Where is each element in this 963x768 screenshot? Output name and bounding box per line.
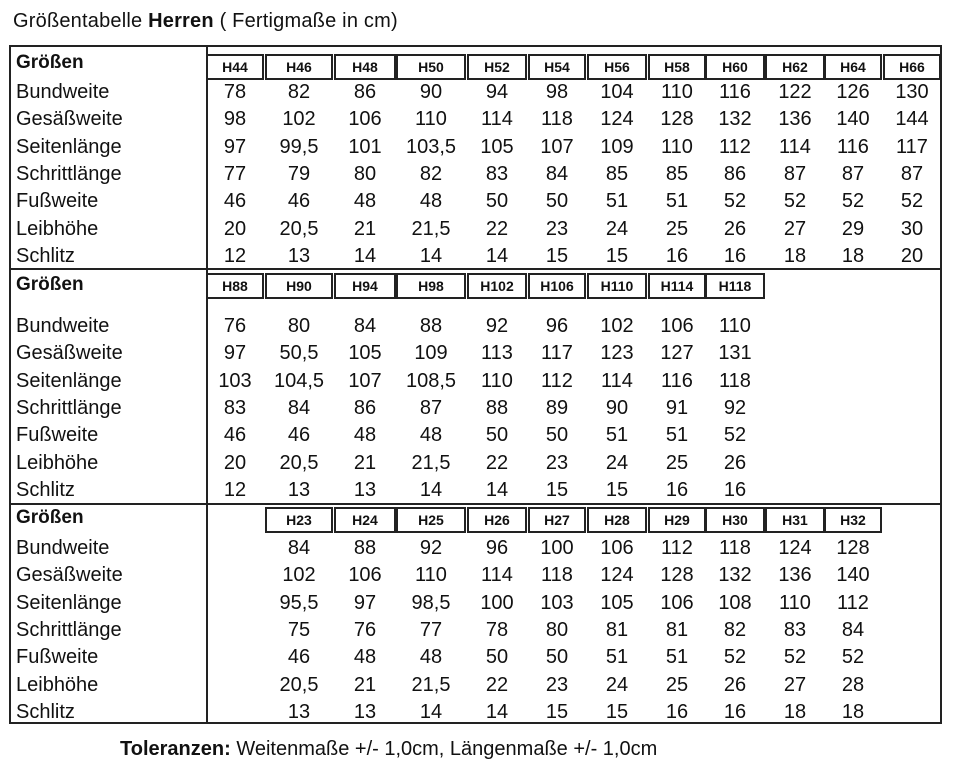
measurement-cell: 25 <box>665 217 689 240</box>
tolerance-note <box>120 738 657 761</box>
size-header-cell: H48 <box>334 54 396 80</box>
size-header-cell: H50 <box>396 54 466 80</box>
measurement-cell: 20,5 <box>279 451 319 474</box>
measurement-cell: 88 <box>353 537 377 559</box>
measurement-cell: 104,5 <box>273 369 325 392</box>
measurement-cell: 110 <box>719 315 751 337</box>
measurement-cell: 23 <box>545 217 569 240</box>
measurement-cell: 110 <box>481 369 513 392</box>
size-header-cell: H44 <box>206 54 264 80</box>
measurement-cell: 16 <box>723 244 747 267</box>
measurement-cell: 108 <box>718 591 752 614</box>
row-label: Gesäßweite <box>16 342 123 365</box>
measurement-cell: 15 <box>545 244 569 267</box>
measurement-cell: 18 <box>783 700 807 723</box>
measurement-cell: 96 <box>545 315 569 337</box>
measurement-cell: 50 <box>545 190 569 213</box>
measurement-cell: 116 <box>837 135 869 158</box>
row-label: Fußweite <box>16 424 99 447</box>
measurement-cell: 52 <box>783 190 807 213</box>
measurement-cell: 24 <box>605 451 629 474</box>
measurement-cell: 84 <box>353 315 377 337</box>
measurement-cell: 90 <box>419 81 443 103</box>
row-label: Seitenlänge <box>16 591 122 614</box>
measurement-cell: 20 <box>223 451 247 474</box>
measurement-cell: 16 <box>723 700 747 723</box>
measurement-cell: 110 <box>415 108 447 131</box>
measurement-cell: 102 <box>282 564 316 587</box>
measurement-cell: 15 <box>545 478 569 501</box>
measurement-cell: 48 <box>353 646 377 669</box>
size-header-cell: H64 <box>824 54 882 80</box>
measurement-cell: 104 <box>600 81 634 103</box>
measurement-cell: 132 <box>718 108 752 131</box>
measurement-cell: 13 <box>287 700 311 723</box>
measurement-cell: 21 <box>353 217 377 240</box>
measurement-cell: 87 <box>900 162 924 185</box>
measurement-cell: 118 <box>719 369 751 392</box>
size-header-cell: H114 <box>648 273 706 299</box>
measurement-cell: 22 <box>485 451 509 474</box>
measurement-cell: 21,5 <box>411 451 451 474</box>
measurement-cell: 107 <box>348 369 382 392</box>
measurement-cell: 20,5 <box>279 217 319 240</box>
measurement-cell: 13 <box>287 478 311 501</box>
measurement-cell: 118 <box>541 564 573 587</box>
tolerance-label: Toleranzen: <box>120 738 231 760</box>
measurement-cell: 51 <box>605 190 629 213</box>
measurement-cell: 52 <box>841 190 865 213</box>
measurement-cell: 26 <box>723 217 747 240</box>
measurement-cell: 50 <box>545 646 569 669</box>
measurement-cell: 144 <box>895 108 929 131</box>
measurement-cell: 77 <box>419 618 443 641</box>
row-label: Fußweite <box>16 190 99 213</box>
measurement-cell: 110 <box>661 135 693 158</box>
measurement-cell: 86 <box>353 81 377 103</box>
row-label: Schrittlänge <box>16 162 122 185</box>
measurement-cell: 86 <box>723 162 747 185</box>
measurement-cell: 30 <box>900 217 924 240</box>
measurement-cell: 26 <box>723 673 747 696</box>
measurement-cell: 117 <box>541 342 573 365</box>
measurement-cell: 75 <box>287 618 311 641</box>
row-label: Gesäßweite <box>16 564 123 587</box>
measurement-cell: 20,5 <box>279 673 319 696</box>
measurement-cell: 88 <box>485 396 509 419</box>
measurement-cell: 85 <box>605 162 629 185</box>
measurement-cell: 112 <box>719 135 751 158</box>
measurement-cell: 124 <box>600 108 634 131</box>
measurement-cell: 46 <box>287 424 311 447</box>
measurement-cell: 15 <box>605 478 629 501</box>
measurement-cell: 112 <box>661 537 693 559</box>
measurement-cell: 52 <box>783 646 807 669</box>
measurement-cell: 46 <box>287 646 311 669</box>
measurement-cell: 123 <box>600 342 634 365</box>
measurement-cell: 127 <box>660 342 694 365</box>
size-header-cell: H98 <box>396 273 466 299</box>
size-header-cell: H110 <box>587 273 647 299</box>
measurement-cell: 14 <box>485 244 509 267</box>
measurement-cell: 22 <box>485 217 509 240</box>
measurement-cell: 77 <box>223 162 247 185</box>
size-header-cell: H30 <box>705 507 765 533</box>
measurement-cell: 84 <box>841 618 865 641</box>
measurement-cell: 23 <box>545 451 569 474</box>
measurement-cell: 80 <box>545 618 569 641</box>
measurement-cell: 12 <box>223 478 247 501</box>
measurement-cell: 13 <box>353 478 377 501</box>
measurement-cell: 114 <box>601 369 633 392</box>
size-header-cell: H106 <box>528 273 586 299</box>
measurement-cell: 92 <box>419 537 443 559</box>
measurement-cell: 25 <box>665 451 689 474</box>
measurement-cell: 86 <box>353 396 377 419</box>
row-label: Schrittlänge <box>16 618 122 641</box>
size-header-cell: H94 <box>334 273 396 299</box>
measurement-cell: 112 <box>837 591 869 614</box>
measurement-cell: 27 <box>783 673 807 696</box>
measurement-cell: 80 <box>353 162 377 185</box>
measurement-cell: 21,5 <box>411 217 451 240</box>
measurement-cell: 24 <box>605 217 629 240</box>
size-header-cell: H54 <box>528 54 586 80</box>
measurement-cell: 140 <box>836 564 870 587</box>
measurement-cell: 98 <box>545 81 569 103</box>
row-label: Leibhöhe <box>16 451 99 474</box>
measurement-cell: 101 <box>348 135 382 158</box>
size-header-cell: H62 <box>765 54 825 80</box>
measurement-cell: 23 <box>545 673 569 696</box>
size-header-cell: H26 <box>467 507 527 533</box>
size-header-cell: H31 <box>765 507 825 533</box>
measurement-cell: 97 <box>223 135 247 158</box>
measurement-cell: 46 <box>223 190 247 213</box>
measurement-cell: 114 <box>779 135 811 158</box>
measurement-cell: 109 <box>414 342 448 365</box>
measurement-cell: 107 <box>540 135 574 158</box>
section-divider <box>9 268 942 270</box>
size-header-cell: H29 <box>648 507 706 533</box>
measurement-cell: 102 <box>282 108 316 131</box>
measurement-cell: 78 <box>485 618 509 641</box>
measurement-cell: 52 <box>841 646 865 669</box>
size-header-cell: H52 <box>467 54 527 80</box>
size-header-cell: H25 <box>396 507 466 533</box>
measurement-cell: 117 <box>896 135 928 158</box>
title-prefix: Größentabelle <box>13 10 143 32</box>
measurement-cell: 18 <box>841 700 865 723</box>
measurement-cell: 15 <box>605 700 629 723</box>
measurement-cell: 126 <box>836 81 870 103</box>
sizes-header-label: Größen <box>16 507 84 528</box>
measurement-cell: 109 <box>600 135 634 158</box>
row-label: Bundweite <box>16 315 110 337</box>
measurement-cell: 128 <box>836 537 870 559</box>
measurement-cell: 50 <box>485 424 509 447</box>
measurement-cell: 21,5 <box>411 673 451 696</box>
measurement-cell: 136 <box>778 564 812 587</box>
measurement-cell: 51 <box>665 424 689 447</box>
measurement-cell: 90 <box>605 396 629 419</box>
measurement-cell: 52 <box>723 646 747 669</box>
measurement-cell: 82 <box>419 162 443 185</box>
measurement-cell: 140 <box>836 108 870 131</box>
measurement-cell: 97 <box>353 591 377 614</box>
measurement-cell: 28 <box>841 673 865 696</box>
measurement-cell: 112 <box>541 369 573 392</box>
measurement-cell: 48 <box>419 190 443 213</box>
measurement-cell: 25 <box>665 673 689 696</box>
measurement-cell: 52 <box>900 190 924 213</box>
row-label: Schlitz <box>16 478 75 501</box>
measurement-cell: 82 <box>723 618 747 641</box>
measurement-cell: 84 <box>287 396 311 419</box>
measurement-cell: 100 <box>540 537 574 559</box>
row-label: Fußweite <box>16 646 99 669</box>
measurement-cell: 84 <box>287 537 311 559</box>
measurement-cell: 99,5 <box>279 135 319 158</box>
page-title <box>13 10 398 33</box>
measurement-cell: 51 <box>665 646 689 669</box>
measurement-cell: 16 <box>665 478 689 501</box>
measurement-cell: 95,5 <box>279 591 319 614</box>
row-label: Bundweite <box>16 81 110 103</box>
measurement-cell: 91 <box>665 396 689 419</box>
measurement-cell: 100 <box>480 591 514 614</box>
measurement-cell: 106 <box>600 537 634 559</box>
measurement-cell: 14 <box>485 478 509 501</box>
measurement-cell: 81 <box>605 618 629 641</box>
measurement-cell: 96 <box>485 537 509 559</box>
size-header-cell: H24 <box>334 507 396 533</box>
measurement-cell: 97 <box>223 342 247 365</box>
measurement-cell: 92 <box>485 315 509 337</box>
size-header-cell: H118 <box>705 273 765 299</box>
measurement-cell: 15 <box>545 700 569 723</box>
measurement-cell: 12 <box>223 244 247 267</box>
tolerance-text: Weitenmaße +/- 1,0cm, Längenmaße +/- 1,0cm <box>236 738 658 760</box>
title-suffix: ( Fertigmaße in cm) <box>219 10 398 32</box>
measurement-cell: 13 <box>287 244 311 267</box>
measurement-cell: 103,5 <box>405 135 457 158</box>
size-header-cell: H102 <box>467 273 527 299</box>
section-divider <box>9 503 942 505</box>
measurement-cell: 15 <box>605 244 629 267</box>
row-label: Schlitz <box>16 700 75 723</box>
row-label: Bundweite <box>16 537 110 559</box>
measurement-cell: 48 <box>353 424 377 447</box>
measurement-cell: 124 <box>778 537 812 559</box>
measurement-cell: 14 <box>419 478 443 501</box>
measurement-cell: 14 <box>485 700 509 723</box>
measurement-cell: 18 <box>783 244 807 267</box>
measurement-cell: 84 <box>545 162 569 185</box>
row-label: Leibhöhe <box>16 217 99 240</box>
measurement-cell: 78 <box>223 81 247 103</box>
row-label: Seitenlänge <box>16 369 122 392</box>
measurement-cell: 114 <box>481 108 513 131</box>
size-header-cell: H23 <box>265 507 333 533</box>
row-label: Seitenlänge <box>16 135 122 158</box>
measurement-cell: 87 <box>419 396 443 419</box>
measurement-cell: 105 <box>600 591 634 614</box>
measurement-cell: 118 <box>719 537 751 559</box>
measurement-cell: 51 <box>665 190 689 213</box>
measurement-cell: 14 <box>419 244 443 267</box>
measurement-cell: 14 <box>419 700 443 723</box>
measurement-cell: 108,5 <box>405 369 457 392</box>
measurement-cell: 103 <box>218 369 252 392</box>
measurement-cell: 124 <box>600 564 634 587</box>
measurement-cell: 118 <box>541 108 573 131</box>
measurement-cell: 26 <box>723 451 747 474</box>
measurement-cell: 20 <box>223 217 247 240</box>
measurement-cell: 122 <box>778 81 812 103</box>
title-bold: Herren <box>148 10 214 32</box>
measurement-cell: 27 <box>783 217 807 240</box>
measurement-cell: 46 <box>287 190 311 213</box>
measurement-cell: 105 <box>348 342 382 365</box>
row-label: Schlitz <box>16 244 75 267</box>
measurement-cell: 89 <box>545 396 569 419</box>
measurement-cell: 79 <box>287 162 311 185</box>
measurement-cell: 106 <box>660 591 694 614</box>
measurement-cell: 48 <box>419 646 443 669</box>
measurement-cell: 51 <box>605 424 629 447</box>
measurement-cell: 21 <box>353 673 377 696</box>
measurement-cell: 82 <box>287 81 311 103</box>
measurement-cell: 50 <box>485 646 509 669</box>
row-label: Gesäßweite <box>16 108 123 131</box>
measurement-cell: 102 <box>600 315 634 337</box>
measurement-cell: 83 <box>223 396 247 419</box>
measurement-cell: 114 <box>481 564 513 587</box>
measurement-cell: 132 <box>718 564 752 587</box>
measurement-cell: 80 <box>287 315 311 337</box>
measurement-cell: 83 <box>485 162 509 185</box>
size-header-cell: H32 <box>824 507 882 533</box>
measurement-cell: 136 <box>778 108 812 131</box>
measurement-cell: 103 <box>540 591 574 614</box>
measurement-cell: 128 <box>660 564 694 587</box>
measurement-cell: 14 <box>353 244 377 267</box>
size-header-cell: H56 <box>587 54 647 80</box>
row-label: Leibhöhe <box>16 673 99 696</box>
measurement-cell: 110 <box>779 591 811 614</box>
measurement-cell: 50,5 <box>279 342 319 365</box>
measurement-cell: 94 <box>485 81 509 103</box>
measurement-cell: 52 <box>723 190 747 213</box>
measurement-cell: 98,5 <box>411 591 451 614</box>
measurement-cell: 128 <box>660 108 694 131</box>
size-header-cell: H60 <box>705 54 765 80</box>
measurement-cell: 131 <box>718 342 752 365</box>
measurement-cell: 87 <box>841 162 865 185</box>
measurement-cell: 46 <box>223 424 247 447</box>
size-header-cell: H58 <box>648 54 706 80</box>
measurement-cell: 20 <box>900 244 924 267</box>
sizes-header-label: Größen <box>16 52 84 73</box>
size-header-cell: H28 <box>587 507 647 533</box>
measurement-cell: 81 <box>665 618 689 641</box>
measurement-cell: 29 <box>841 217 865 240</box>
measurement-cell: 113 <box>481 342 513 365</box>
measurement-cell: 48 <box>353 190 377 213</box>
measurement-cell: 50 <box>545 424 569 447</box>
measurement-cell: 76 <box>353 618 377 641</box>
measurement-cell: 110 <box>415 564 447 587</box>
measurement-cell: 130 <box>895 81 929 103</box>
measurement-cell: 51 <box>605 646 629 669</box>
size-header-cell: H27 <box>528 507 586 533</box>
size-header-cell: H90 <box>265 273 333 299</box>
measurement-cell: 83 <box>783 618 807 641</box>
measurement-cell: 88 <box>419 315 443 337</box>
measurement-cell: 16 <box>665 700 689 723</box>
size-header-cell: H66 <box>883 54 941 80</box>
size-header-cell: H46 <box>265 54 333 80</box>
measurement-cell: 52 <box>723 424 747 447</box>
row-label: Schrittlänge <box>16 396 122 419</box>
measurement-cell: 110 <box>661 81 693 103</box>
measurement-cell: 13 <box>353 700 377 723</box>
measurement-cell: 106 <box>660 315 694 337</box>
size-header-cell: H88 <box>206 273 264 299</box>
measurement-cell: 48 <box>419 424 443 447</box>
measurement-cell: 16 <box>723 478 747 501</box>
measurement-cell: 116 <box>661 369 693 392</box>
measurement-cell: 106 <box>348 108 382 131</box>
measurement-cell: 24 <box>605 673 629 696</box>
measurement-cell: 87 <box>783 162 807 185</box>
sizes-header-label: Größen <box>16 274 84 295</box>
measurement-cell: 98 <box>223 108 247 131</box>
measurement-cell: 76 <box>223 315 247 337</box>
measurement-cell: 85 <box>665 162 689 185</box>
measurement-cell: 92 <box>723 396 747 419</box>
measurement-cell: 116 <box>719 81 751 103</box>
measurement-cell: 22 <box>485 673 509 696</box>
measurement-cell: 50 <box>485 190 509 213</box>
measurement-cell: 16 <box>665 244 689 267</box>
measurement-cell: 106 <box>348 564 382 587</box>
measurement-cell: 18 <box>841 244 865 267</box>
measurement-cell: 105 <box>480 135 514 158</box>
measurement-cell: 21 <box>353 451 377 474</box>
